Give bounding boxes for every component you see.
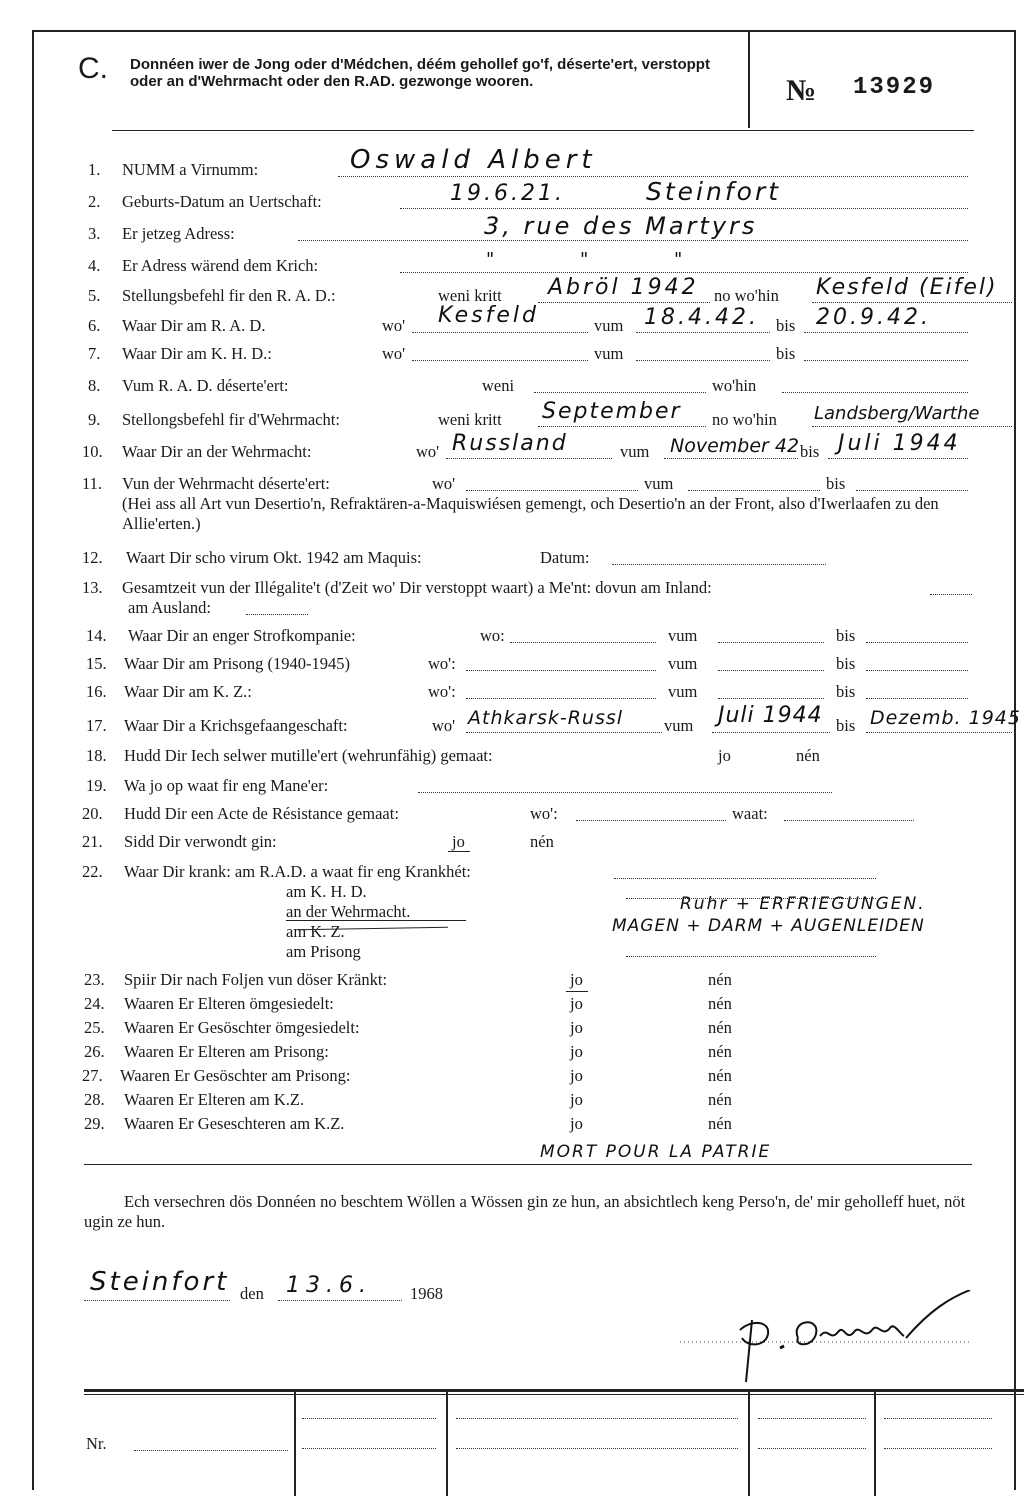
form-number: 13929 bbox=[853, 74, 936, 101]
q24-number: 24. bbox=[84, 994, 105, 1013]
q21-jo-underline bbox=[448, 851, 470, 852]
q18-label: Hudd Dir Iech selwer mutille'ert (wehrunfähig) gemaat: bbox=[124, 746, 493, 765]
q28-label: Waaren Er Elteren am K.Z. bbox=[124, 1090, 305, 1109]
footer-cell-2b[interactable] bbox=[456, 1448, 738, 1449]
q21-number: 21. bbox=[82, 832, 103, 851]
q13-inland-field[interactable] bbox=[930, 594, 972, 595]
q27-nen-option[interactable]: nén bbox=[708, 1066, 732, 1085]
q17-bis-label: bis bbox=[836, 716, 856, 735]
q17-vum-label: vum bbox=[664, 716, 694, 735]
q5-weni-answer: Abröl 1942 bbox=[548, 275, 699, 300]
footer-cell-2a[interactable] bbox=[456, 1418, 738, 1419]
q22-sub-wehrmacht: an der Wehrmacht. bbox=[286, 902, 411, 921]
q12-datum-field[interactable] bbox=[612, 564, 826, 565]
q11-wo-label: wo' bbox=[432, 474, 456, 493]
q11-bis-field[interactable] bbox=[856, 490, 968, 491]
q14-label: Waar Dir an enger Strofkompanie: bbox=[128, 626, 356, 645]
q13-number: 13. bbox=[82, 578, 103, 597]
q25-nen-option[interactable]: nén bbox=[708, 1018, 732, 1037]
q21-jo-option[interactable]: jo bbox=[452, 832, 465, 851]
q27-jo-option[interactable]: jo bbox=[570, 1066, 583, 1085]
q29-jo-option[interactable]: jo bbox=[570, 1114, 583, 1133]
q13-ausland-label: am Ausland: bbox=[128, 598, 211, 617]
place-field[interactable] bbox=[84, 1300, 230, 1301]
q3-answer: 3, rue des Martyrs bbox=[484, 212, 758, 240]
q17-bis-answer: Dezemb. 1945 bbox=[870, 707, 1021, 729]
q28-number: 28. bbox=[84, 1090, 105, 1109]
nr-field[interactable] bbox=[134, 1450, 288, 1451]
q6-label: Waar Dir am R. A. D. bbox=[122, 316, 266, 335]
q9-weni-field[interactable] bbox=[538, 426, 706, 427]
nr-label: Nr. bbox=[86, 1434, 107, 1453]
q9-wohin-label: no wo'hin bbox=[712, 410, 777, 429]
q6-vum-field[interactable] bbox=[636, 332, 770, 333]
q22-wehrmacht-underline bbox=[286, 920, 466, 921]
q16-vum-label: vum bbox=[668, 682, 698, 701]
q6-bis-answer: 20.9.42. bbox=[816, 305, 931, 330]
q22-rad-field[interactable] bbox=[614, 878, 876, 879]
q5-wohin-field[interactable] bbox=[812, 302, 1012, 303]
q5-number: 5. bbox=[88, 286, 101, 305]
q17-bis-field[interactable] bbox=[866, 732, 1012, 733]
q22-answer-1: Ruhr + ERFRIEGUNGEN. bbox=[680, 894, 926, 914]
q6-number: 6. bbox=[88, 316, 101, 335]
q14-vum-field[interactable] bbox=[718, 642, 824, 643]
q23-jo-option[interactable]: jo bbox=[570, 970, 583, 989]
q15-wo-field[interactable] bbox=[466, 670, 656, 671]
q26-number: 26. bbox=[84, 1042, 105, 1061]
q29-number: 29. bbox=[84, 1114, 105, 1133]
q10-wo-answer: Russland bbox=[452, 431, 568, 456]
q14-vum-label: vum bbox=[668, 626, 698, 645]
q16-label: Waar Dir am K. Z.: bbox=[124, 682, 252, 701]
q12-datum-label: Datum: bbox=[540, 548, 590, 567]
q9-weni-label: weni kritt bbox=[438, 410, 502, 429]
q1-answer: Oswald Albert bbox=[350, 145, 597, 175]
q8-number: 8. bbox=[88, 376, 101, 395]
q22-sub-khd: am K. H. D. bbox=[286, 882, 367, 901]
q18-nen-option[interactable]: nén bbox=[796, 746, 820, 765]
footer-rule-thick bbox=[84, 1389, 1024, 1392]
q6-vum-label: vum bbox=[594, 316, 624, 335]
q16-number: 16. bbox=[86, 682, 107, 701]
q13-ausland-field[interactable] bbox=[246, 614, 308, 615]
q11-label: Vun der Wehrmacht déserte'ert: bbox=[122, 474, 330, 493]
footer-col-3 bbox=[748, 1390, 750, 1496]
q9-wohin-field[interactable] bbox=[812, 426, 1012, 427]
q7-vum-field[interactable] bbox=[636, 360, 770, 361]
q15-bis-field[interactable] bbox=[866, 670, 968, 671]
q6-vum-answer: 18.4.42. bbox=[644, 305, 759, 330]
q15-bis-label: bis bbox=[836, 654, 856, 673]
q7-number: 7. bbox=[88, 344, 101, 363]
date-field[interactable] bbox=[278, 1300, 402, 1301]
q28-nen-option[interactable]: nén bbox=[708, 1090, 732, 1109]
q21-label: Sidd Dir verwondt gin: bbox=[124, 832, 277, 851]
section-letter: C. bbox=[78, 52, 108, 85]
q5-wohin-label: no wo'hin bbox=[714, 286, 779, 305]
q16-bis-label: bis bbox=[836, 682, 856, 701]
q26-jo-option[interactable]: jo bbox=[570, 1042, 583, 1061]
q15-vum-label: vum bbox=[668, 654, 698, 673]
q8-weni-field[interactable] bbox=[534, 392, 706, 393]
q12-number: 12. bbox=[82, 548, 103, 567]
q8-label: Vum R. A. D. déserte'ert: bbox=[122, 376, 289, 395]
q20-number: 20. bbox=[82, 804, 103, 823]
q25-label: Waaren Er Gesöschter ömgesiedelt: bbox=[124, 1018, 360, 1037]
footer-cell-1a[interactable] bbox=[302, 1418, 436, 1419]
q11-vum-field[interactable] bbox=[688, 490, 820, 491]
q17-wo-answer: Athkarsk-Russl bbox=[468, 707, 624, 729]
footer-cell-3a[interactable] bbox=[758, 1418, 866, 1419]
q27-number: 27. bbox=[82, 1066, 103, 1085]
q9-number: 9. bbox=[88, 410, 101, 429]
q17-wo-field[interactable] bbox=[466, 732, 662, 733]
year-label: 1968 bbox=[410, 1284, 443, 1303]
q15-vum-field[interactable] bbox=[718, 670, 824, 671]
footer-cell-3b[interactable] bbox=[758, 1448, 866, 1449]
q3-field[interactable] bbox=[298, 240, 968, 241]
q7-wo-field[interactable] bbox=[412, 360, 588, 361]
q1-label: NUMM a Virnumm: bbox=[122, 160, 259, 179]
q17-label: Waar Dir a Krichsgefaangeschaft: bbox=[124, 716, 348, 735]
footer-cell-1b[interactable] bbox=[302, 1448, 436, 1449]
q22-sub-kz: am K. Z. bbox=[286, 922, 345, 941]
q2-label: Geburts-Datum an Uertschaft: bbox=[122, 192, 322, 211]
q10-label: Waar Dir an der Wehrmacht: bbox=[122, 442, 312, 461]
signature-image bbox=[680, 1290, 980, 1390]
q17-wo-label: wo' bbox=[432, 716, 456, 735]
q5-weni-field[interactable] bbox=[538, 302, 710, 303]
q11-number: 11. bbox=[82, 474, 103, 493]
q2-answer-place: Steinfort bbox=[646, 177, 782, 206]
q23-nen-option[interactable]: nén bbox=[708, 970, 732, 989]
q22-number: 22. bbox=[82, 862, 103, 881]
q16-wo-label: wo': bbox=[428, 682, 456, 701]
q15-label: Waar Dir am Prisong (1940-1945) bbox=[124, 654, 350, 673]
q6-wo-answer: Kesfeld bbox=[438, 303, 539, 328]
q6-wo-label: wo' bbox=[382, 316, 406, 335]
q23-label: Spiir Dir nach Foljen vun döser Kränkt: bbox=[124, 970, 388, 989]
q22-prisong-field[interactable] bbox=[626, 956, 876, 957]
q7-vum-label: vum bbox=[594, 344, 624, 363]
q8-wohin-field[interactable] bbox=[782, 392, 968, 393]
q10-bis-answer: Juli 1944 bbox=[838, 431, 961, 456]
q10-wo-field[interactable] bbox=[446, 458, 612, 459]
q11-vum-label: vum bbox=[644, 474, 674, 493]
q19-field[interactable] bbox=[418, 792, 832, 793]
q5-wohin-answer: Kesfeld (Eifel) bbox=[816, 275, 998, 300]
q2-answer-date: 19.6.21. bbox=[450, 181, 565, 206]
q12-label: Waart Dir scho virum Okt. 1942 am Maquis: bbox=[126, 548, 422, 567]
place-answer: Steinfort bbox=[90, 1267, 230, 1297]
number-label: № bbox=[786, 74, 817, 107]
q22-sub-prisong: am Prisong bbox=[286, 942, 361, 961]
q26-nen-option[interactable]: nén bbox=[708, 1042, 732, 1061]
q10-bis-field[interactable] bbox=[828, 458, 968, 459]
q25-jo-option[interactable]: jo bbox=[570, 1018, 583, 1037]
q6-bis-label: bis bbox=[776, 316, 796, 335]
footer-col-4 bbox=[874, 1390, 876, 1496]
q24-jo-option[interactable]: jo bbox=[570, 994, 583, 1013]
q13-label: Gesamtzeit vun der Illégalite't (d'Zeit wo' Dir verstoppt waart) a Me'nt: dovun am Inland: bbox=[122, 578, 712, 597]
q28-jo-option[interactable]: jo bbox=[570, 1090, 583, 1109]
q29-note: MORT POUR LA PATRIE bbox=[540, 1142, 772, 1162]
q16-vum-field[interactable] bbox=[718, 698, 824, 699]
q23-jo-underline bbox=[566, 991, 588, 992]
q8-weni-label: weni bbox=[482, 376, 515, 395]
q26-label: Waaren Er Elteren am Prisong: bbox=[124, 1042, 329, 1061]
q7-label: Waar Dir am K. H. D.: bbox=[122, 344, 272, 363]
footer-cell-4a[interactable] bbox=[884, 1418, 992, 1419]
q3-number: 3. bbox=[88, 224, 101, 243]
q15-wo-label: wo': bbox=[428, 654, 456, 673]
q24-nen-option[interactable]: nén bbox=[708, 994, 732, 1013]
q18-number: 18. bbox=[86, 746, 107, 765]
q14-wo-field[interactable] bbox=[510, 642, 656, 643]
footer-cell-4b[interactable] bbox=[884, 1448, 992, 1449]
q14-bis-label: bis bbox=[836, 626, 856, 645]
q14-bis-field[interactable] bbox=[866, 642, 968, 643]
q29-label: Waaren Er Geseschteren am K.Z. bbox=[124, 1114, 345, 1133]
q16-bis-field[interactable] bbox=[866, 698, 968, 699]
q9-weni-answer: September bbox=[542, 399, 682, 424]
q8-wohin-label: wo'hin bbox=[712, 376, 757, 395]
q2-number: 2. bbox=[88, 192, 101, 211]
q17-vum-field[interactable] bbox=[712, 732, 830, 733]
q4-field[interactable] bbox=[400, 272, 968, 273]
q7-bis-label: bis bbox=[776, 344, 796, 363]
q14-wo-label: wo: bbox=[480, 626, 505, 645]
q3-label: Er jetzeg Adress: bbox=[122, 224, 235, 243]
q29-nen-option[interactable]: nén bbox=[708, 1114, 732, 1133]
footer-col-1 bbox=[294, 1390, 296, 1496]
q6-wo-field[interactable] bbox=[412, 332, 588, 333]
q19-number: 19. bbox=[86, 776, 107, 795]
q24-label: Waaren Er Elteren ömgesiedelt: bbox=[124, 994, 334, 1013]
q22-label: Waar Dir krank: am R.A.D. a waat fir eng Krankhét: bbox=[124, 862, 471, 881]
q6-bis-field[interactable] bbox=[804, 332, 968, 333]
q20-wo-label: wo': bbox=[530, 804, 558, 823]
header-divider bbox=[748, 32, 750, 128]
q25-number: 25. bbox=[84, 1018, 105, 1037]
q27-label: Waaren Er Gesöschter am Prisong: bbox=[120, 1066, 351, 1085]
q17-vum-answer: Juli 1944 bbox=[718, 703, 823, 728]
q9-wohin-answer: Landsberg/Warthe bbox=[814, 403, 980, 424]
q9-label: Stellongsbefehl fir d'Wehrmacht: bbox=[122, 410, 340, 429]
q18-jo-option[interactable]: jo bbox=[718, 746, 731, 765]
q10-vum-field[interactable] bbox=[664, 458, 798, 459]
q11-note: (Hei ass all Art vun Desertio'n, Refraktären-a-Maquiswiésen gemengt, och Desertio'n an der Front, also d'Iwerlaafen zu den Allie'erten.) bbox=[122, 494, 939, 533]
list-end-rule bbox=[84, 1164, 972, 1165]
q11-bis-label: bis bbox=[826, 474, 846, 493]
q17-number: 17. bbox=[86, 716, 107, 735]
q14-number: 14. bbox=[86, 626, 107, 645]
q1-number: 1. bbox=[88, 160, 101, 179]
q20-waat-field[interactable] bbox=[784, 820, 914, 821]
q21-nen-option[interactable]: nén bbox=[530, 832, 554, 851]
footer-col-2 bbox=[446, 1390, 448, 1496]
q5-weni-label: weni kritt bbox=[438, 286, 502, 305]
header-rule bbox=[112, 130, 974, 131]
date-answer: 13.6. bbox=[286, 1273, 372, 1298]
q10-bis-label: bis bbox=[800, 442, 820, 461]
q4-label: Er Adress wärend dem Krich: bbox=[122, 256, 319, 275]
q15-number: 15. bbox=[86, 654, 107, 673]
q5-label: Stellungsbefehl fir den R. A. D.: bbox=[122, 286, 336, 305]
q10-number: 10. bbox=[82, 442, 103, 461]
q4-number: 4. bbox=[88, 256, 101, 275]
q20-label: Hudd Dir een Acte de Résistance gemaat: bbox=[124, 804, 399, 823]
q11-wo-field[interactable] bbox=[466, 490, 638, 491]
footer-rule-thin bbox=[84, 1394, 1024, 1395]
q10-vum-answer: November 42 bbox=[670, 435, 800, 457]
q20-waat-label: waat: bbox=[732, 804, 768, 823]
q2-field[interactable] bbox=[400, 208, 968, 209]
q22-answer-2: MAGEN + DARM + AUGENLEIDEN bbox=[612, 916, 925, 936]
form-title: Donnéen iwer de Jong oder d'Médchen, déém gehollef go'f, déserte'ert, verstoppt oder an d'Wehrmacht oder den R.AD. gezwonge wooren. bbox=[130, 56, 710, 90]
q10-vum-label: vum bbox=[620, 442, 650, 461]
declaration-text: Ech versechren dös Donnéen no beschtem Wöllen a Wössen gin ze hun, an absichtlech keng Perso'n, de' mir geholleff huet, nöt ugin ze hun. bbox=[84, 1192, 966, 1231]
q19-label: Wa jo op waat fir eng Mane'er: bbox=[124, 776, 329, 795]
q16-wo-field[interactable] bbox=[466, 698, 656, 699]
den-label: den bbox=[240, 1284, 264, 1303]
q20-wo-field[interactable] bbox=[576, 820, 726, 821]
q23-number: 23. bbox=[84, 970, 105, 989]
q4-answer: " " " bbox=[486, 249, 723, 270]
q7-wo-label: wo' bbox=[382, 344, 406, 363]
q10-wo-label: wo' bbox=[416, 442, 440, 461]
q7-bis-field[interactable] bbox=[804, 360, 968, 361]
